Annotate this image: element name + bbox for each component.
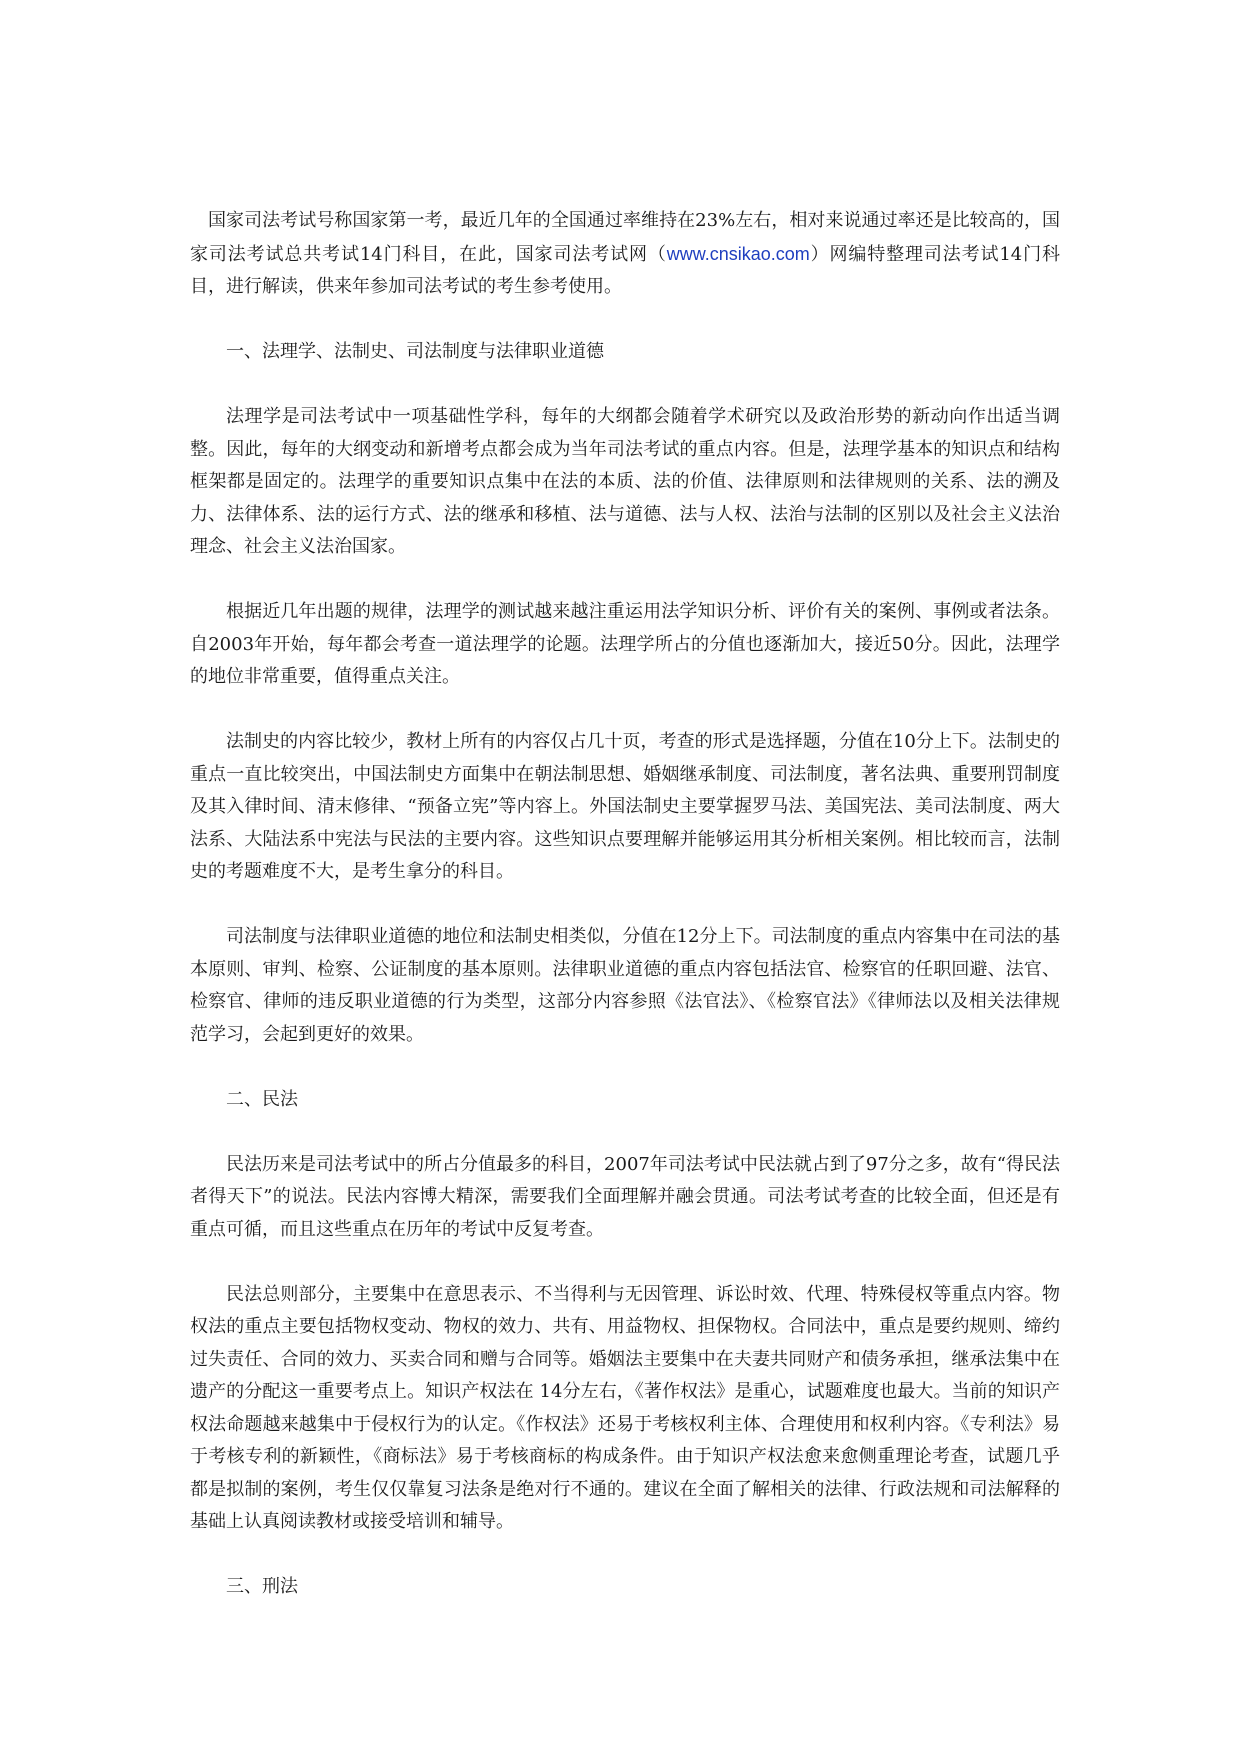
- intro-paragraph: [190, 205, 1060, 304]
- section-1-paragraph-4: 司法制度与法律职业道德的地位和法制史相类似，分值在12分上下。司法制度的重点内容集中在司法的基本原则、审判、检察、公证制度的基本原则。法律职业道德的重点内容包括法官、检察官的任职回避、法官、检察官、律师的违反职业道德的行为类型，这部分内容参照《法官法》、《检察官法》《律师法以及相关法律规范学习，会起到更好的效果。: [190, 926, 1060, 1045]
- section-heading-2: 二、民法: [226, 1088, 298, 1110]
- section-2-paragraph-2: 民法总则部分，主要集中在意思表示、不当得利与无因管理、诉讼时效、代理、特殊侵权等重点内容。物权法的重点主要包括物权变动、物权的效力、共有、用益物权、担保物权。合同法中，重点是要约规则、缔约过失责任、合同的效力、买卖合同和赠与合同等。婚姻法主要集中在夫妻共同财产和债务承担，继承法集中在遗产的分配这一重要考点上。知识产权法在 14分左右，《著作权法》是重心，试题难度也最大。当前的知识产权法命题越来越集中于侵权行为的认定。《作权法》还易于考核权利主体、合理使用和权利内容。《专利法》易于考核专利的新颖性，《商标法》易于考核商标的构成条件。由于知识产权法愈来愈侧重理论考查，试题几乎都是拟制的案例，考生仅仅靠复习法条是绝对行不通的。建议在全面了解相关的法律、行政法规和司法解释的基础上认真阅读教材或接受培训和辅导。: [190, 1283, 1060, 1532]
- site-link[interactable]: www.cnsikao.com: [666, 243, 810, 264]
- section-1-paragraph-3: 法制史的内容比较少，教材上所有的内容仅占几十页，考查的形式是选择题，分值在10分上下。法制史的重点一直比较突出，中国法制史方面集中在朝法制思想、婚姻继承制度、司法制度，著名法典、重要刑罚制度及其入律时间、清末修律、“预备立宪”等内容上。外国法制史主要掌握罗马法、美国宪法、美司法制度、两大法系、大陆法系中宪法与民法的主要内容。这些知识点要理解并能够运用其分析相关案例。相比较而言，法制史的考题难度不大，是考生拿分的科目。: [190, 731, 1060, 882]
- section-2-paragraph-1: 民法历来是司法考试中的所占分值最多的科目，2007年司法考试中民法就占到了97分之多，故有“得民法者得天下”的说法。民法内容博大精深，需要我们全面理解并融会贯通。司法考试考查的比较全面，但还是有重点可循，而且这些重点在历年的考试中反复考查。: [190, 1153, 1060, 1240]
- intro-text-after-link: ）网编特整理司法考试14门科目，进行解读，供来年参加司法考试的考生参考使用。: [190, 243, 1061, 297]
- section-heading-1: 一、法理学、法制史、司法制度与法律职业道德: [226, 341, 604, 362]
- section-1-paragraph-1: 法理学是司法考试中一项基础性学科，每年的大纲都会随着学术研究以及政治形势的新动向作出适当调整。因此，每年的大纲变动和新增考点都会成为当年司法考试的重点内容。但是，法理学基本的知识点和结构框架都是固定的。法理学的重要知识点集中在法的本质、法的价值、法律原则和法律规则的关系、法的溯及力、法律体系、法的运行方式、法的继承和移植、法与道德、法与人权、法治与法制的区别以及社会主义法治理念、社会主义法治国家。: [190, 406, 1060, 557]
- intro-text-before-link: 国家司法考试号称国家第一考，最近几年的全国通过率维持在23%左右，相对来说通过率还是比较高的，国家司法考试总共考试14门科目，在此，国家司法考试网（: [190, 210, 1060, 265]
- section-heading-3: 三、刑法: [226, 1576, 298, 1597]
- section-1-paragraph-2: 根据近几年出题的规律，法理学的测试越来越注重运用法学知识分析、评价有关的案例、事例或者法条。自2003年开始，每年都会考查一道法理学的论题。法理学所占的分值也逐渐加大，接近50分。因此，法理学的地位非常重要，值得重点关注。: [190, 601, 1060, 687]
- document-page: [190, 205, 1060, 1636]
